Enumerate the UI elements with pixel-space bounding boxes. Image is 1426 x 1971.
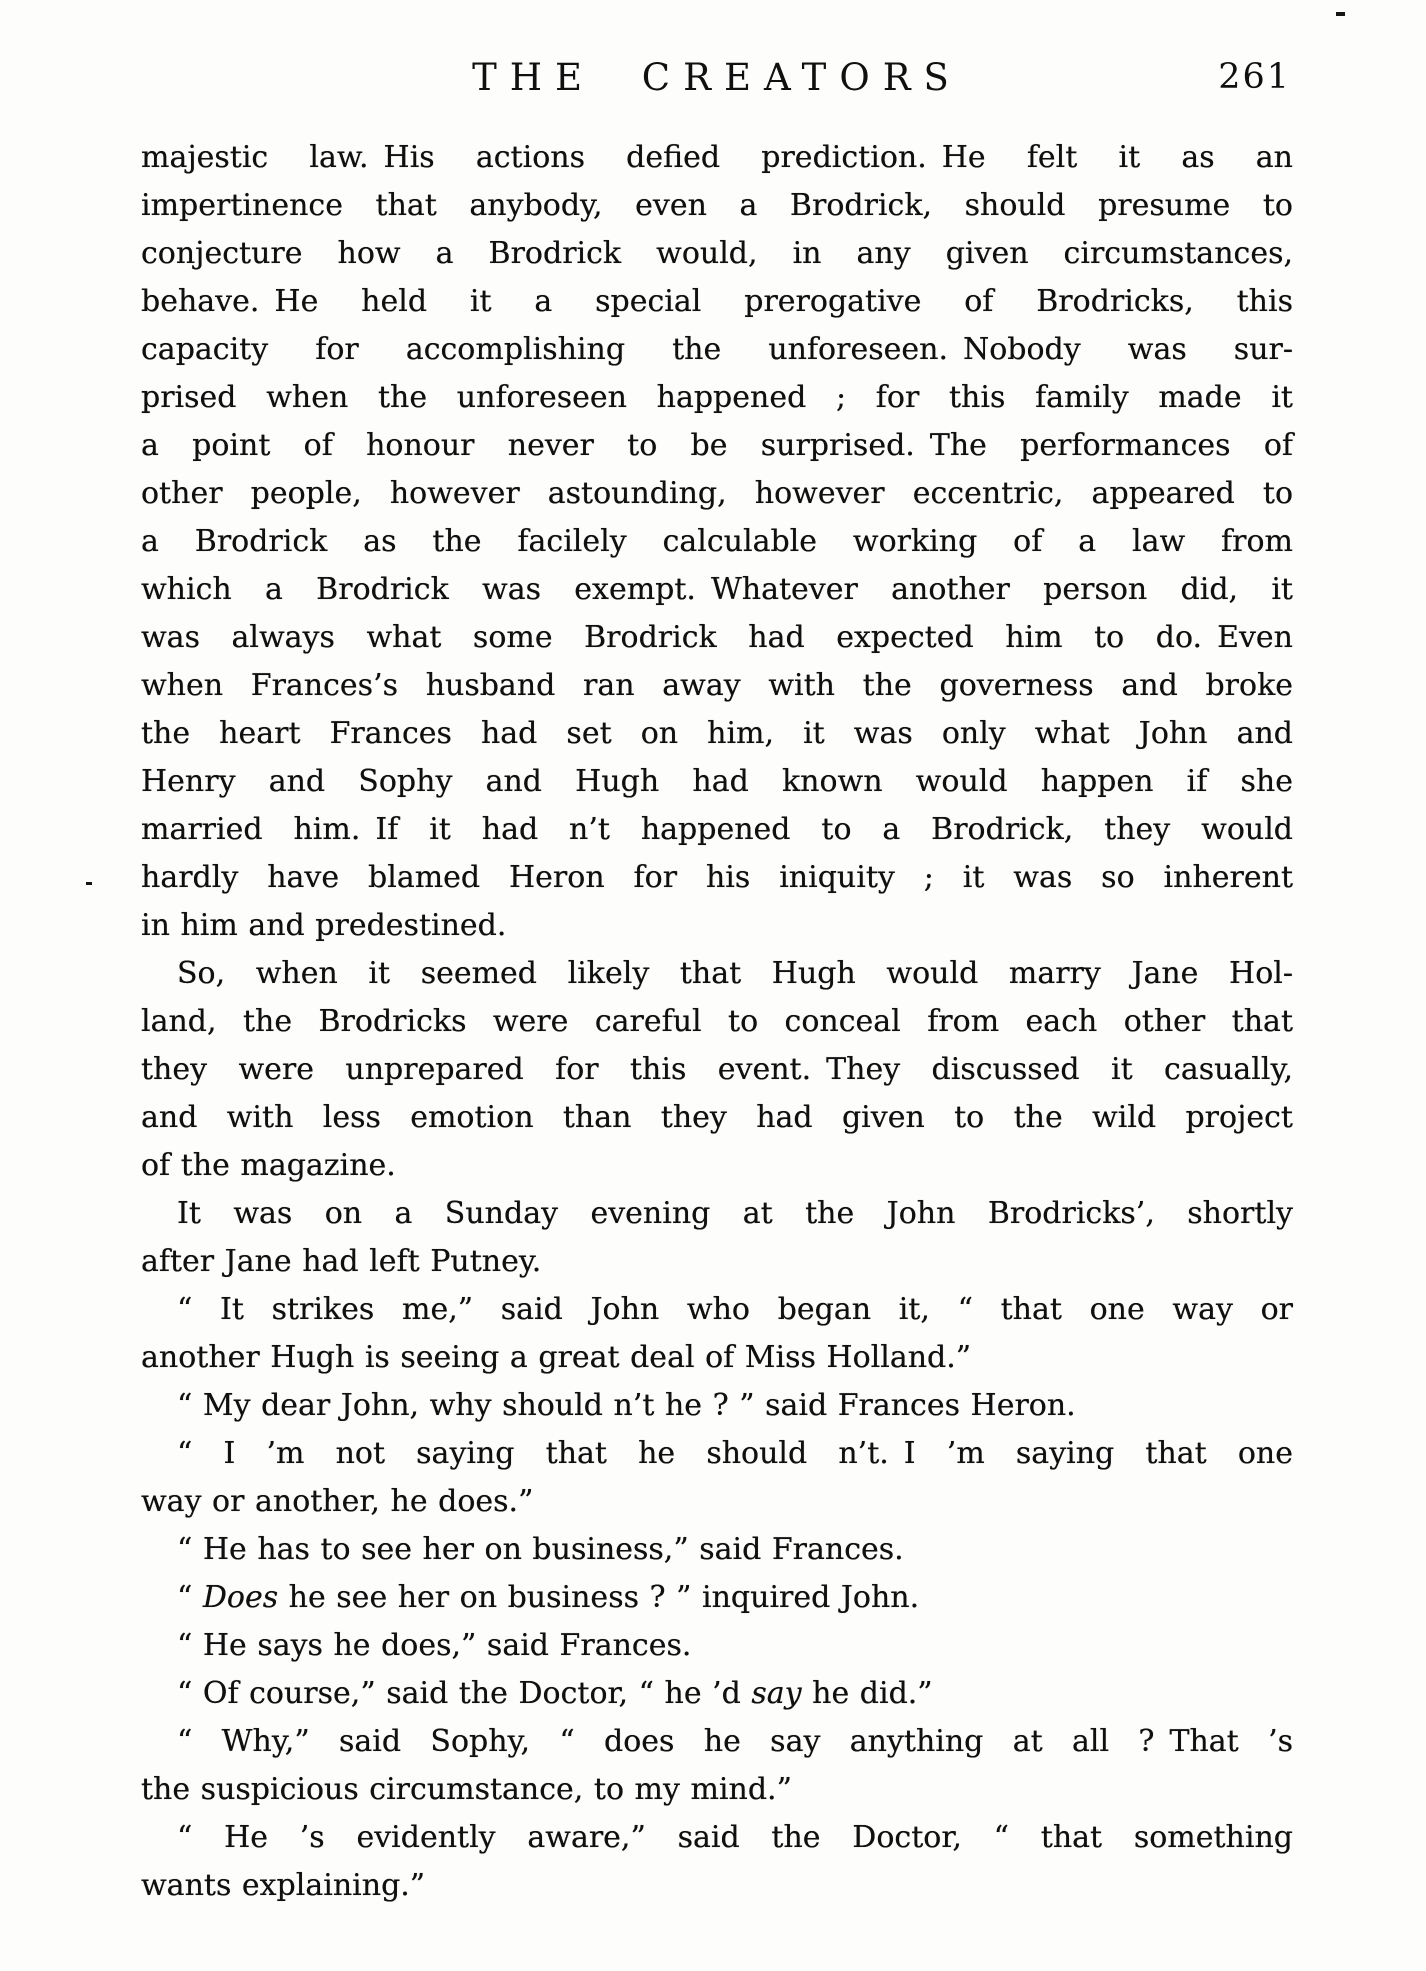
- paragraph: [141, 1718, 1293, 1814]
- text-line: [141, 518, 1293, 566]
- text-segment: “ He ’s evidently aware,” said the Doctor, “ that something: [177, 1820, 1293, 1855]
- text-segment: the suspicious circumstance, to my mind.”: [141, 1772, 792, 1807]
- text-line: [141, 662, 1293, 710]
- text-segment: So, when it seemed likely that Hugh would marry Jane Hol-: [177, 956, 1293, 991]
- text-segment: Henry and Sophy and Hugh had known would happen if she: [141, 764, 1293, 799]
- paragraph: [141, 1814, 1293, 1910]
- text-segment: hardly have blamed Heron for his iniquity ; it was so inherent: [141, 860, 1293, 895]
- text-line: [141, 566, 1293, 614]
- text-segment: way or another, he does.”: [141, 1484, 534, 1519]
- text-line: [141, 1718, 1293, 1766]
- text-line: [141, 1478, 1293, 1526]
- text-line: [141, 422, 1293, 470]
- page-number: 261: [1218, 57, 1291, 97]
- text-segment: married him. If it had n’t happened to a Brodrick, they would: [141, 812, 1293, 847]
- text-segment: they were unprepared for this event. They discussed it casually,: [141, 1052, 1293, 1087]
- text-segment: impertinence that anybody, even a Brodrick, should presume to: [141, 188, 1293, 223]
- text-segment: and with less emotion than they had given to the wild project: [141, 1100, 1293, 1135]
- text-line: [141, 758, 1293, 806]
- running-title: THE CREATORS: [472, 56, 962, 99]
- scan-speck: [86, 882, 92, 885]
- text-line: [141, 1094, 1293, 1142]
- text-segment: “ I ’m not saying that he should n’t. I ’m saying that one: [177, 1436, 1293, 1471]
- text-segment: It was on a Sunday evening at the John Brodricks’, shortly: [177, 1196, 1293, 1231]
- paragraph: [141, 1670, 1293, 1718]
- text-line: [141, 902, 1293, 950]
- text-line: [141, 1862, 1293, 1910]
- text-segment: “ It strikes me,” said John who began it, “ that one way or: [177, 1292, 1293, 1327]
- paragraph: [141, 950, 1293, 1190]
- text-segment: other people, however astounding, however eccentric, appeared to: [141, 476, 1293, 511]
- text-line: [141, 1670, 1293, 1718]
- text-line: [141, 1526, 1293, 1574]
- text-line: [141, 614, 1293, 662]
- text-segment: after Jane had left Putney.: [141, 1244, 542, 1279]
- text-segment: “ He says he does,” said Frances.: [177, 1628, 692, 1663]
- text-segment: in him and predestined.: [141, 908, 507, 943]
- text-segment: majestic law. His actions defied prediction. He felt it as an: [141, 140, 1293, 175]
- text-segment: when Frances’s husband ran away with the governess and broke: [141, 668, 1293, 703]
- text-segment: land, the Brodricks were careful to conceal from each other that: [141, 1004, 1293, 1039]
- text-segment: of the magazine.: [141, 1148, 396, 1183]
- text-line: [141, 374, 1293, 422]
- text-line: [141, 182, 1293, 230]
- text-line: [141, 470, 1293, 518]
- text-line: [141, 1286, 1293, 1334]
- paragraph: [141, 1430, 1293, 1526]
- text-segment: a point of honour never to be surprised. The performances of: [141, 428, 1293, 463]
- text-segment: prised when the unforeseen happened ; for this family made it: [141, 380, 1293, 415]
- text-segment: “ Why,” said Sophy, “ does he say anything at all ? That ’s: [177, 1724, 1293, 1759]
- text-line: [141, 950, 1293, 998]
- text-line: [141, 710, 1293, 758]
- paragraph: [141, 1382, 1293, 1430]
- paragraph: [141, 1574, 1293, 1622]
- text-segment: he did.”: [801, 1676, 933, 1711]
- text-segment: was always what some Brodrick had expected him to do. Even: [141, 620, 1293, 655]
- text-line: [141, 1046, 1293, 1094]
- page-header: [141, 55, 1293, 115]
- scan-speck: [1336, 12, 1345, 16]
- text-line: [141, 278, 1293, 326]
- text-line: [141, 998, 1293, 1046]
- paragraph: [141, 1526, 1293, 1574]
- text-line: [141, 1334, 1293, 1382]
- paragraph: [141, 1286, 1293, 1382]
- text-segment: “ My dear John, why should n’t he ? ” said Frances Heron.: [177, 1388, 1076, 1423]
- text-line: [141, 134, 1293, 182]
- text-segment: he see her on business ? ” inquired John.: [278, 1580, 920, 1615]
- italic-text: say: [751, 1676, 802, 1711]
- text-line: [141, 1142, 1293, 1190]
- text-line: [141, 1190, 1293, 1238]
- text-line: [141, 1814, 1293, 1862]
- text-segment: capacity for accomplishing the unforeseen. Nobody was sur-: [141, 332, 1293, 367]
- text-segment: “: [177, 1580, 203, 1615]
- text-segment: wants explaining.”: [141, 1868, 426, 1903]
- text-line: [141, 1766, 1293, 1814]
- text-segment: “ He has to see her on business,” said Frances.: [177, 1532, 904, 1567]
- paragraph: [141, 1622, 1293, 1670]
- text-segment: a Brodrick as the facilely calculable working of a law from: [141, 524, 1293, 559]
- text-segment: conjecture how a Brodrick would, in any given circumstances,: [141, 236, 1293, 271]
- text-line: [141, 1622, 1293, 1670]
- text-line: [141, 230, 1293, 278]
- text-segment: which a Brodrick was exempt. Whatever another person did, it: [141, 572, 1293, 607]
- text-line: [141, 806, 1293, 854]
- paragraph: [141, 1190, 1293, 1286]
- paragraph: [141, 134, 1293, 950]
- italic-text: Does: [202, 1580, 279, 1615]
- text-line: [141, 1238, 1293, 1286]
- text-segment: the heart Frances had set on him, it was only what John and: [141, 716, 1293, 751]
- page-body: [141, 134, 1293, 1910]
- text-segment: behave. He held it a special prerogative of Brodricks, this: [141, 284, 1293, 319]
- text-segment: another Hugh is seeing a great deal of Miss Holland.”: [141, 1340, 972, 1375]
- text-segment: “ Of course,” said the Doctor, “ he ’d: [177, 1676, 752, 1711]
- text-line: [141, 1574, 1293, 1622]
- text-line: [141, 1382, 1293, 1430]
- text-line: [141, 854, 1293, 902]
- text-line: [141, 1430, 1293, 1478]
- text-line: [141, 326, 1293, 374]
